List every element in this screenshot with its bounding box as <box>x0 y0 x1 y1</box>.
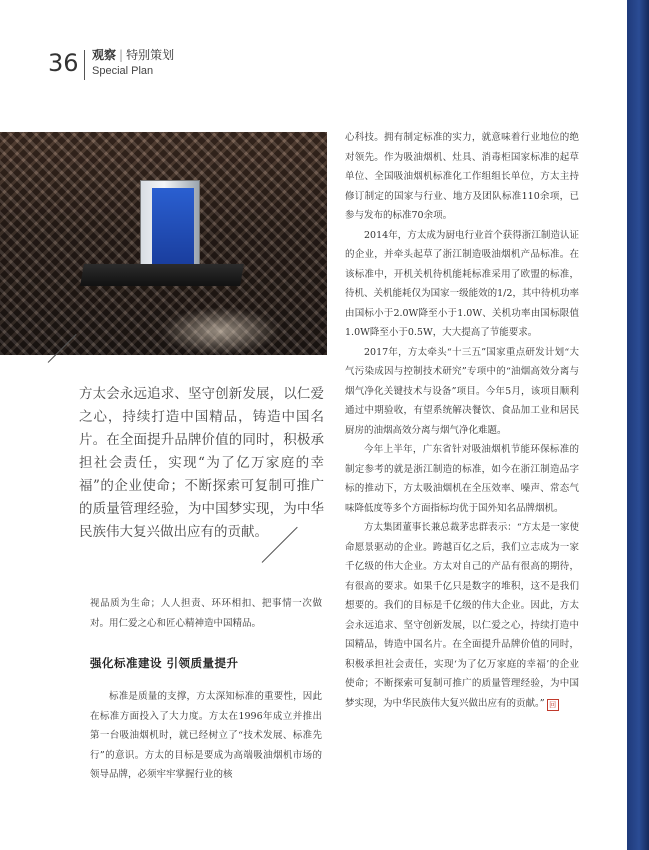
section-heading: 强化标准建设 引领质量提升 <box>90 656 239 670</box>
left-paragraph: 标准是质量的支撑，方太深知标准的重要性，因此在标准方面投入了大力度。方太在1996年成立并推出第一台吸油烟机时，就已经树立了“技术发展、标准先行”的意识。方太的目标是要成为高端吸油烟机市场的领导品牌，必须牢牢掌握行业的核 <box>90 691 322 780</box>
section-name: 观察 <box>92 48 117 62</box>
right-paragraph-5-wrap <box>345 518 579 713</box>
anechoic-chamber-photo <box>0 132 327 355</box>
right-paragraph-1: 心科技。拥有制定标准的实力，就意味着行业地位的绝对领先。作为吸油烟机、灶具、消毒柜国家标准的起草单位、全国吸油烟机标准化工作组组长单位，方太主持修订制定的国家与行业、地方及团队标准110余项，已参与发布的标准70余项。 <box>345 132 579 221</box>
section-separator: | <box>119 48 124 62</box>
pull-quote: 方太会永远追求、坚守创新发展，以仁爱之心，持续打造中国精品，铸造中国名片。在全面提升品牌价值的同时，积极承担社会责任，实现“为了亿万家庭的幸福”的企业使命；不断探索可复制可推广的质量管理经验，为中国梦实现，为中华民族伟大复兴做出应有的贡献。 <box>79 386 324 540</box>
range-hood-blue-panel <box>152 188 194 264</box>
right-paragraph-5: 方太集团董事长兼总裁茅忠群表示：“方太是一家使命愿景驱动的企业。跨越百亿之后，我们立志成为一家千亿级的伟大企业。方太对自己的产品有很高的期待，有很高的要求。如果千亿只是数字的堆积，这不是我们想要的。我们的目标是千亿级的伟大企业。因此，方太会永远追求、坚守创新发展，以仁爱之心，持续打造中国精品，铸造中国名片。在全面提升品牌价值的同时，积极承担社会责任，实现‘为了亿万家庭的幸福’的企业使命；不断探索可复制可推广的质量管理经验，为中国梦实现，为中华民族伟大复兴做出应有的贡献。” <box>345 522 579 709</box>
section-label <box>92 47 174 63</box>
right-paragraph-2: 2014年，方太成为厨电行业首个获得浙江制造认证的企业，并牵头起草了浙江制造吸油烟机产品标准。在该标准中，开机关机待机能耗标准采用了欧盟的标准，待机、关机能耗仅为国家一级能效的1/2，其中待机功率由国标小于2.0W降至小于1.0W、关机功率由国标限值1.0W降至小于0.5W，大大提高了节能要求。 <box>345 229 579 338</box>
page-edge-strip <box>627 0 649 850</box>
header-divider <box>84 50 85 80</box>
right-column <box>345 128 579 713</box>
right-paragraph-4: 今年上半年，广东省针对吸油烟机节能环保标准的制定参考的就是浙江制造的标准，如今在浙江制造品字标的推动下，方太吸油烟机在全压效率、噪声、常态气味降低度等多个方面指标均优于国外知名品牌烟机。 <box>345 444 579 514</box>
article-end-icon: 回 <box>547 699 559 711</box>
right-paragraph-3: 2017年，方太牵头“十三五”国家重点研发计划“大气污染成因与控制技术研究”专项中的“油烟高效分离与烟气净化关键技术与设备”项目。今年5月，该项目顺利通过中期验收，有望系统解决餐饮、食品加工业和居民厨房的油烟高效分离与烟气净化难题。 <box>345 346 579 436</box>
left-intro-text: 视品质为生命；人人担责、环环相扣、把事情一次做对。用仁爱之心和匠心精神造中国精品。 <box>90 598 322 629</box>
photo-floor-glow <box>160 307 280 355</box>
range-hood-base <box>80 264 244 286</box>
section-english: Special Plan <box>92 65 154 77</box>
page-number: 36 <box>48 49 79 77</box>
subsection-name: 特别策划 <box>126 48 175 62</box>
